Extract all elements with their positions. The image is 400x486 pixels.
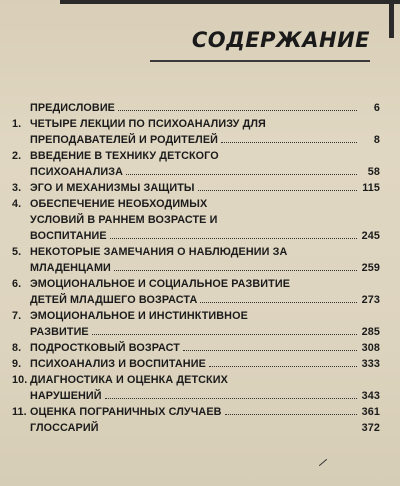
toc-entry-title-line: ОЦЕНКА ПОГРАНИЧНЫХ СЛУЧАЕВ [30, 406, 222, 418]
pencil-mark [319, 459, 327, 466]
toc-entry-title-line: ДЕТЕЙ МЛАДШЕГО ВОЗРАСТА [30, 294, 198, 306]
toc-entry-glossary [12, 420, 380, 436]
dot-leader [198, 181, 357, 191]
toc-entry-number: 3. [12, 182, 22, 194]
dot-leader [92, 325, 357, 335]
dot-leader [200, 293, 357, 303]
toc-entry [12, 180, 380, 196]
toc-entry-number: 8. [12, 342, 22, 354]
title-underline [150, 60, 370, 62]
toc-entry-title-line: НАРУШЕНИЙ [30, 390, 102, 402]
toc-page-number: 8 [373, 134, 380, 146]
toc-page-number: 259 [361, 262, 380, 274]
toc-entry-number: 7. [12, 310, 22, 322]
toc-entry-title-line: ДИАГНОСТИКА И ОЦЕНКА ДЕТСКИХ [30, 374, 228, 386]
page-title: СОДЕРЖАНИЕ [191, 28, 370, 52]
dot-leader [118, 101, 357, 111]
toc-entry [12, 276, 380, 308]
toc-page-number: 285 [361, 326, 380, 338]
toc-entry-title-line: ВОСПИТАНИЕ [30, 230, 107, 242]
toc-entry-title-line: ЧЕТЫРЕ ЛЕКЦИИ ПО ПСИХОАНАЛИЗУ ДЛЯ [30, 118, 266, 130]
toc-entry-number: 2. [12, 150, 22, 162]
toc-entry [12, 372, 380, 404]
dot-leader [126, 165, 357, 175]
toc-entry-title-line: ВВЕДЕНИЕ В ТЕХНИКУ ДЕТСКОГО [30, 150, 219, 162]
toc-entry-number: 1. [12, 118, 22, 130]
table-of-contents [12, 100, 380, 436]
toc-entry-title-line: НЕКОТОРЫЕ ЗАМЕЧАНИЯ О НАБЛЮДЕНИИ ЗА [30, 246, 288, 258]
toc-entry [12, 308, 380, 340]
toc-entry-number: 4. [12, 198, 22, 210]
toc-page-number: 372 [361, 422, 380, 434]
toc-entry-title: ПРЕДИСЛОВИЕ [30, 102, 115, 114]
toc-entry [12, 340, 380, 356]
toc-entry-number: 10. [12, 374, 28, 386]
toc-entry-number: 5. [12, 246, 22, 258]
toc-entry-title-line: ПОДРОСТКОВЫЙ ВОЗРАСТ [30, 342, 180, 354]
toc-entry-title-line: ПРЕПОДАВАТЕЛЕЙ И РОДИТЕЛЕЙ [30, 134, 218, 146]
dot-leader [110, 229, 357, 239]
toc-entry-title: ГЛОССАРИЙ [30, 422, 99, 434]
toc-page-number: 308 [361, 342, 380, 354]
toc-page-number: 245 [361, 230, 380, 242]
toc-entry-title-line: ПСИХОАНАЛИЗ И ВОСПИТАНИЕ [30, 358, 206, 370]
dot-leader [105, 389, 357, 399]
dot-leader [183, 341, 357, 351]
dot-leader [221, 133, 357, 143]
toc-entry-title-line: ЭГО И МЕХАНИЗМЫ ЗАЩИТЫ [30, 182, 195, 194]
toc-entry [12, 196, 380, 244]
toc-entry [12, 148, 380, 180]
toc-entry-title-line: МЛАДЕНЦАМИ [30, 262, 111, 274]
toc-page-number: 361 [361, 406, 380, 418]
dot-leader [209, 357, 357, 367]
toc-entry-number: 6. [12, 278, 22, 290]
toc-entry-number: 9. [12, 358, 22, 370]
toc-entry [12, 356, 380, 372]
toc-page-number: 343 [361, 390, 380, 402]
toc-entry-title-line: ПСИХОАНАЛИЗА [30, 166, 123, 178]
toc-entry-title-line: УСЛОВИЙ В РАННЕМ ВОЗРАСТЕ И [30, 214, 218, 226]
toc-page-number: 333 [361, 358, 380, 370]
toc-entry-number: 11. [12, 406, 27, 418]
top-border-rule [60, 0, 400, 4]
toc-page-number: 58 [367, 166, 380, 178]
toc-entry [12, 244, 380, 276]
toc-entry [12, 116, 380, 148]
toc-entry-title-line: ЭМОЦИОНАЛЬНОЕ И СОЦИАЛЬНОЕ РАЗВИТИЕ [30, 278, 290, 290]
toc-entry-title-line: ЭМОЦИОНАЛЬНОЕ И ИНСТИНКТИВНОЕ [30, 310, 248, 322]
right-border-rule [389, 0, 394, 38]
toc-entry-title-line: ОБЕСПЕЧЕНИЕ НЕОБХОДИМЫХ [30, 198, 208, 210]
dot-leader [225, 405, 357, 415]
toc-chapter-list [12, 116, 380, 420]
toc-entry-title-line: РАЗВИТИЕ [30, 326, 89, 338]
toc-page-number: 6 [373, 102, 380, 114]
toc-entry-preface [12, 100, 380, 116]
dot-leader [114, 261, 357, 271]
toc-page-number: 115 [362, 182, 380, 194]
toc-page-number: 273 [361, 294, 380, 306]
toc-entry [12, 404, 380, 420]
